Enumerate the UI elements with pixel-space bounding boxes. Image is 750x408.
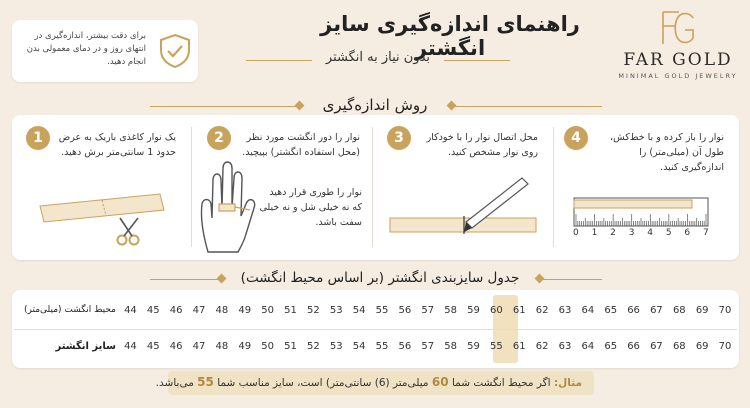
subtitle-divider-left — [246, 60, 312, 61]
table-cell: 54 — [352, 305, 366, 316]
method-divider-right — [452, 106, 602, 107]
example-part2: میلی‌متر (6) سانتی‌متر) است، سایز مناسب شما — [217, 377, 429, 389]
ruler-label: 6 — [684, 228, 691, 238]
step-1-text: یک نوار کاغذی باریک به عرض حدود 1 سانتی‌متر برش دهید. — [58, 132, 176, 158]
step-separator — [553, 127, 554, 247]
shield-check-icon — [158, 33, 192, 69]
tip-text: برای دقت بیشتر، اندازه‌گیری در انتهای روز و در دمای معمولی بدن انجام دهید. — [26, 31, 146, 67]
table-cell: 65 — [604, 341, 618, 352]
ruler-label: 7 — [703, 228, 709, 238]
step-3-badge: 3 — [387, 126, 411, 150]
table-cell: 55 — [375, 305, 389, 316]
table-cell: 57 — [421, 341, 435, 352]
table-cell: 66 — [627, 305, 640, 316]
paper-strip-scissors-icon — [30, 190, 180, 250]
table-cell: 63 — [558, 305, 572, 316]
table-cell: 62 — [535, 341, 549, 352]
step-4-badge: 4 — [564, 126, 588, 150]
row-label-size: سایز انگشتر — [55, 341, 116, 352]
page-subtitle: بدون نیاز به انگشتر — [325, 50, 431, 65]
ruler-labels — [572, 226, 714, 240]
table-cell: 58 — [444, 305, 457, 316]
method-divider-left — [150, 106, 300, 107]
subtitle-row — [228, 50, 528, 70]
table-cell: 67 — [650, 305, 663, 316]
table-cell: 47 — [192, 341, 206, 352]
ruler-label: 4 — [647, 228, 654, 238]
table-cell: 50 — [261, 305, 275, 316]
table-title: جدول سایزبندی انگشتر (بر اساس محیط انگشت) — [240, 270, 520, 286]
table-cell: 49 — [238, 305, 252, 316]
step-2-note: نوار را طوری قرار دهید که نه خیلی شل و نه خیلی سفت باشد. — [259, 187, 362, 228]
hand-finger-wrap-icon — [194, 160, 262, 256]
example-value1: 60 — [431, 375, 449, 389]
table-cell: 55 — [375, 341, 389, 352]
example-part3: می‌باشد. — [155, 377, 194, 389]
brand-name: FAR GOLD — [623, 50, 733, 70]
table-cell: 56 — [398, 341, 412, 352]
row-divider — [14, 329, 737, 330]
ruler-label: 2 — [610, 228, 616, 238]
tip-note — [12, 20, 198, 82]
table-cell: 65 — [604, 305, 618, 316]
table-cell: 50 — [261, 341, 275, 352]
table-cell: 49 — [238, 341, 252, 352]
example-value2: 55 — [197, 375, 214, 389]
step-separator — [372, 127, 373, 247]
table-cell: 70 — [718, 341, 732, 352]
table-cell: 68 — [672, 341, 686, 352]
example-text — [156, 375, 582, 389]
table-cell: 61 — [512, 341, 526, 352]
table-cell: 52 — [307, 305, 320, 316]
table-cell: 58 — [444, 341, 457, 352]
table-cell: 64 — [581, 305, 595, 316]
table-divider-right — [540, 279, 602, 280]
table-cell: 61 — [512, 305, 526, 316]
step-2-badge: 2 — [207, 126, 231, 150]
table-cell: 48 — [215, 305, 229, 316]
table-cell: 51 — [284, 341, 297, 352]
table-cell: 70 — [718, 305, 732, 316]
page-title: راهنمای اندازه‌گیری سایز انگشتر — [320, 12, 580, 60]
pen-mark-strip-icon — [386, 172, 546, 248]
table-divider-left — [150, 279, 220, 280]
table-cell: 59 — [467, 341, 480, 352]
fg-monogram-icon — [657, 8, 699, 48]
ruler-label: 1 — [591, 228, 598, 238]
table-cell: 45 — [146, 341, 160, 352]
ruler-label: 5 — [665, 228, 672, 238]
example-label: مثال: — [553, 377, 582, 389]
table-cell: 44 — [124, 305, 137, 316]
table-cell: 57 — [421, 305, 435, 316]
table-cell: 68 — [672, 305, 686, 316]
table-cell: 66 — [627, 341, 640, 352]
table-cell: 64 — [581, 341, 595, 352]
table-cell: 53 — [329, 305, 343, 316]
row-label-circumference: محیط انگشت (میلی‌متر) — [24, 305, 116, 315]
brand-logo — [608, 8, 748, 86]
table-cell: 54 — [352, 341, 366, 352]
step-1-badge: 1 — [26, 126, 50, 150]
table-cell: 45 — [146, 305, 160, 316]
table-cell: 60 — [489, 305, 503, 316]
table-cell: 69 — [695, 341, 709, 352]
table-cell: 46 — [169, 341, 183, 352]
table-cell: 62 — [535, 305, 549, 316]
step-separator — [191, 127, 192, 247]
method-title: روش اندازه‌گیری — [322, 96, 428, 114]
ruler-label: 0 — [573, 228, 579, 238]
table-cell: 48 — [215, 341, 229, 352]
step-4-text: نوار را باز کرده و با خط‌کش، طول آن (میلی‌متر) را اندازه‌گیری کنید. — [610, 132, 724, 173]
ruler-label: 3 — [628, 228, 635, 238]
table-cell: 44 — [124, 341, 137, 352]
table-cell: 59 — [467, 305, 480, 316]
table-cell: 69 — [695, 305, 709, 316]
table-cell: 47 — [192, 305, 206, 316]
example-box — [155, 371, 594, 395]
table-cell: 55 — [489, 341, 503, 352]
step-2-text: نوار را دور انگشت مورد نظر (محل استفاده انگشتر) بپیچید. — [242, 132, 360, 158]
table-cell: 51 — [284, 305, 297, 316]
table-cell: 52 — [307, 341, 320, 352]
subtitle-divider-right — [444, 60, 510, 61]
table-cell: 46 — [169, 305, 183, 316]
step-3-text: محل اتصال نوار را با خودکار روی نوار مشخص کنید. — [426, 132, 538, 158]
table-cell: 56 — [398, 305, 412, 316]
table-cell: 67 — [650, 341, 663, 352]
table-cell: 53 — [329, 341, 343, 352]
example-part1: اگر محیط انگشت شما — [451, 377, 551, 389]
table-cell: 63 — [558, 341, 572, 352]
brand-tagline: MINIMAL GOLD JEWELRY — [618, 72, 738, 80]
